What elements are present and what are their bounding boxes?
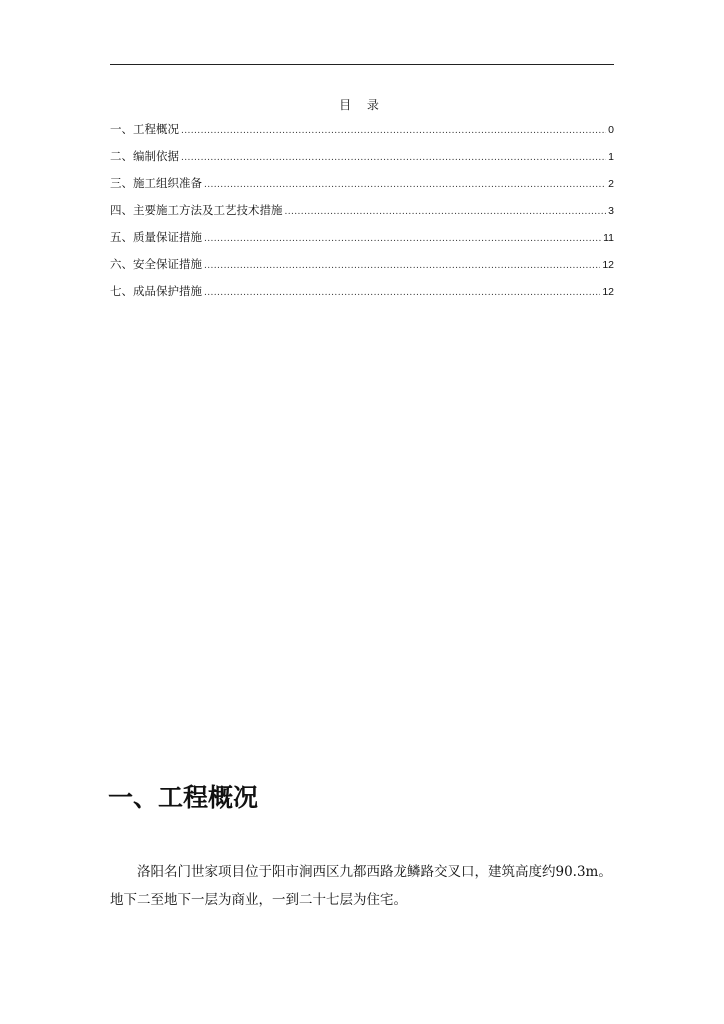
header-rule [110, 64, 614, 65]
toc-entry-3[interactable] [110, 175, 614, 202]
toc-entry-label: 五、质量保证措施 [110, 230, 202, 244]
toc-entry-label: 七、成品保护措施 [110, 284, 202, 298]
toc-entry-page: 2 [608, 178, 614, 190]
toc-leader-dots [204, 176, 606, 190]
table-of-contents [110, 121, 614, 310]
toc-entry-page: 12 [602, 286, 614, 298]
toc-entry-1[interactable] [110, 121, 614, 148]
toc-entry-page: 0 [608, 124, 614, 136]
toc-entry-page: 1 [608, 151, 614, 163]
toc-entry-4[interactable] [110, 202, 614, 229]
toc-entry-label: 三、施工组织准备 [110, 176, 202, 190]
section-heading: 一、工程概况 [108, 783, 259, 812]
toc-leader-dots [181, 149, 606, 163]
toc-entry-label: 一、工程概况 [110, 122, 179, 136]
toc-entry-page: 3 [608, 205, 614, 217]
toc-entry-page: 11 [603, 232, 614, 244]
toc-entry-7[interactable] [110, 283, 614, 310]
section-paragraph: 洛阳名门世家项目位于阳市涧西区九都西路龙鳞路交叉口，建筑高度约90.3m。地下二至地下一层为商业，一到二十七层为住宅。 [110, 864, 612, 908]
toc-entry-6[interactable] [110, 256, 614, 283]
toc-title: 目 录 [339, 98, 385, 112]
toc-leader-dots [204, 257, 600, 271]
toc-leader-dots [285, 203, 607, 217]
toc-leader-dots [204, 230, 601, 244]
toc-entry-2[interactable] [110, 148, 614, 175]
toc-entry-page: 12 [602, 259, 614, 271]
toc-entry-label: 二、编制依据 [110, 149, 179, 163]
toc-entry-5[interactable] [110, 229, 614, 256]
toc-entry-label: 四、主要施工方法及工艺技术措施 [110, 203, 283, 217]
toc-leader-dots [204, 284, 600, 298]
toc-entry-label: 六、安全保证措施 [110, 257, 202, 271]
toc-leader-dots [181, 122, 606, 136]
